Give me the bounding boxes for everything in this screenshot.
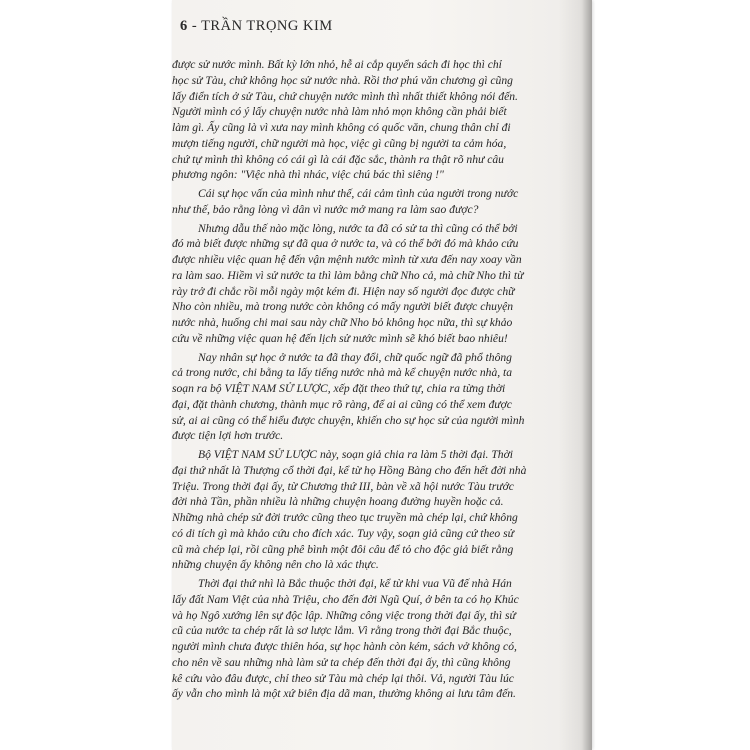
paragraph xyxy=(172,447,586,573)
text-line: làm gì. Ấy cũng là vì xưa nay mình không có quốc văn, chung thân chỉ đi xyxy=(172,121,511,134)
text-line: Cái sự học vấn của mình như thế, cái cảm tình của người trong nước xyxy=(198,187,519,200)
text-line: học sử Tàu, chứ không học sử nước nhà. Rồi thơ phú văn chương gì cũng xyxy=(172,73,513,87)
text-line: cho nên về sau những nhà làm sử ta chép đến thời đại ấy, thì cũng không xyxy=(172,655,511,669)
text-line: Những nhà chép sử đời trước cũng theo tục truyền mà chép lại, chứ không xyxy=(172,511,518,524)
text-line: ấy vẫn cho mình là một xứ biên địa dã man, thường không ai lưu tâm đến. xyxy=(172,687,516,701)
text-line: có di tích gì mà khảo cứu cho đích xác. Tuy vậy, soạn giả cũng cứ theo sử xyxy=(172,526,514,540)
text-line: cả trong nước, chi bằng ta lấy tiếng nước nhà mà kể chuyện nước nhà, ta xyxy=(172,366,513,380)
text-line: lấy điển tích ở sử Tàu, chứ chuyện nước mình thì nhất thiết không nói đến. xyxy=(172,89,518,103)
page-number: 6 xyxy=(180,18,188,34)
header-separator: - xyxy=(187,18,202,34)
paragraph xyxy=(172,186,586,218)
text-line: được tiện lợi hơn trước. xyxy=(172,429,284,443)
text-line: Triệu. Trong thời đại ấy, từ Chương thứ III, bàn về xã hội nước Tàu trước xyxy=(172,479,514,493)
text-line: Thời đại thứ nhì là Bắc thuộc thời đại, kể từ khi vua Vũ đế nhà Hán xyxy=(198,577,512,590)
text-line: đời nhà Tần, phần nhiều là những chuyện hoang đường huyền hoặc cả. xyxy=(172,495,504,509)
spine-shadow xyxy=(582,0,592,750)
text-line: chứ tự mình thì không có cái gì là cái đặc sắc, thành ra thật rõ như câu xyxy=(172,152,504,166)
text-line: cũ mà chép lại, rồi cũng phê bình một đôi câu để tỏ cho độc giả biết rằng xyxy=(172,542,514,556)
text-line: sử, ai ai cũng có thể hiểu được chuyện, khiến cho sự học sử của người mình xyxy=(172,413,525,427)
paragraph xyxy=(172,57,586,183)
text-line: Người mình có ý lấy chuyện nước nhà làm nhỏ mọn không cần phải biết xyxy=(172,105,507,119)
text-line: đó mà biết được những sự đã qua ở nước ta, và có thể bởi đó mà khảo cứu xyxy=(172,237,519,251)
paragraph xyxy=(172,576,586,702)
text-line: đại thứ nhất là Thượng cổ thời đại, kể từ họ Hồng Bàng cho đến hết đời nhà xyxy=(172,463,527,477)
text-line: được sử nước mình. Bất kỳ lớn nhỏ, hễ ai cắp quyển sách đi học thì chỉ xyxy=(172,58,502,71)
text-line: đại, đặt thành chương, thành mục rõ ràng, để ai ai cũng có thể xem được xyxy=(172,397,512,411)
text-line: Bộ VIỆT NAM SỬ LƯỢC này, soạn giả chia ra làm 5 thời đại. Thời xyxy=(198,448,513,461)
text-line: người mình chưa được thiên hóa, sự học hành còn kém, sách vở không có, xyxy=(172,640,517,653)
text-line: nước nhà, huống chi mai sau này chữ Nho bỏ không học nữa, thì sự khảo xyxy=(172,316,513,329)
text-line: cũ của nước ta chép rất là sơ lược lắm. Vì rằng trong thời đại Bắc thuộc, xyxy=(172,624,512,638)
paragraph xyxy=(172,221,586,347)
running-header xyxy=(180,18,333,35)
text-line: ra làm sao. Hiềm vì sử nước ta thì làm bằng chữ Nho cả, mà chữ Nho thì từ xyxy=(172,268,524,282)
text-line: rày trở đi chắc rồi mỗi ngày một kém đi. Hiện nay số người đọc được chữ xyxy=(172,284,515,298)
book-page xyxy=(172,0,592,750)
text-line: được nhiều việc quan hệ đến vận mệnh nước mình từ xưa đến nay xoay vần xyxy=(172,253,522,266)
text-line: cứu về những việc quan hệ đến lịch sử nước mình sẽ khó biết bao nhiêu! xyxy=(172,331,508,345)
page-body-text xyxy=(172,57,586,702)
text-line: kê cứu vào đâu được, chỉ theo sử Tàu mà chép lại thôi. Vả, người Tàu lúc xyxy=(172,671,514,685)
text-line: Nhưng dẫu thế nào mặc lòng, nước ta đã có sử ta thì cũng có thể bởi xyxy=(198,221,518,235)
author-name: TRẦN TRỌNG KIM xyxy=(201,18,333,34)
text-line: và họ Ngô xướng lên sự độc lập. Những công việc trong thời đại ấy, thì sử xyxy=(172,608,516,622)
text-line: Nay nhân sự học ở nước ta đã thay đổi, chữ quốc ngữ đã phổ thông xyxy=(198,350,512,364)
text-line: lấy đất Nam Việt của nhà Triệu, cho đến đời Ngũ Quí, ở bên ta có họ Khúc xyxy=(172,592,519,606)
text-line: như thế, bảo rằng lòng vì dân vì nước mở mang ra làm sao được? xyxy=(172,202,479,216)
text-line: mượn tiếng người, chữ người mà học, việc gì cũng bị người ta cảm hóa, xyxy=(172,136,507,150)
text-line: Nho còn nhiều, mà trong nước còn không có mấy người biết được chuyện xyxy=(172,300,514,314)
text-line: phương ngôn: "Việc nhà thì nhác, việc chú bác thì siêng !" xyxy=(172,168,444,182)
text-line: những chuyện ấy không nên cho là xác thực. xyxy=(172,558,379,572)
text-line: soạn ra bộ VIỆT NAM SỬ LƯỢC, xếp đặt theo thứ tự, chia ra từng thời xyxy=(172,382,506,395)
paragraph xyxy=(172,350,586,445)
